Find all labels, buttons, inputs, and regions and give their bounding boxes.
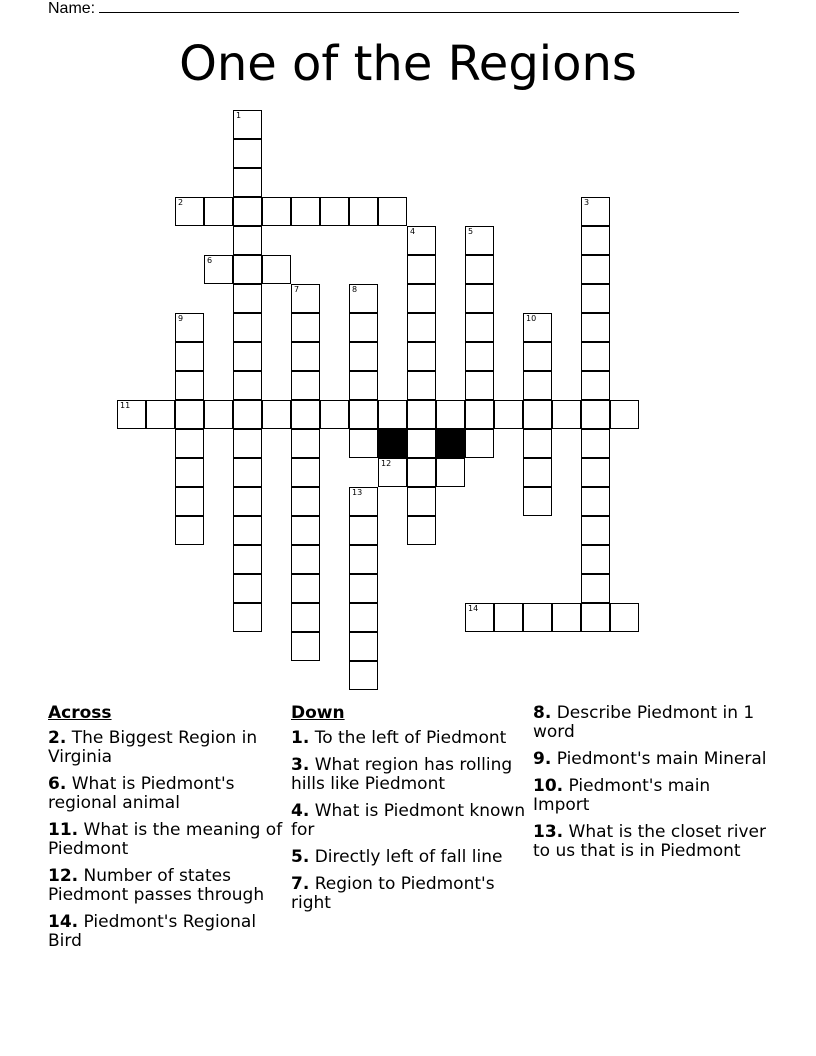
clue-column-1 bbox=[48, 704, 283, 959]
clue-item bbox=[533, 750, 768, 769]
crossword-cell[interactable] bbox=[465, 371, 494, 400]
crossword-cell[interactable] bbox=[233, 487, 262, 516]
crossword-cell[interactable] bbox=[581, 313, 610, 342]
crossword-cell[interactable] bbox=[523, 400, 552, 429]
crossword-cell[interactable] bbox=[523, 603, 552, 632]
crossword-cell[interactable] bbox=[349, 400, 378, 429]
clue-number: 9. bbox=[533, 749, 552, 769]
crossword-cell[interactable] bbox=[523, 429, 552, 458]
crossword-cell[interactable] bbox=[233, 400, 262, 429]
crossword-cell[interactable] bbox=[349, 342, 378, 371]
crossword-cell[interactable] bbox=[581, 284, 610, 313]
crossword-cell[interactable] bbox=[233, 139, 262, 168]
clue-item bbox=[48, 867, 283, 905]
crossword-cell[interactable] bbox=[175, 487, 204, 516]
crossword-cell[interactable] bbox=[465, 342, 494, 371]
crossword-cell[interactable] bbox=[465, 603, 494, 632]
crossword-black-cell bbox=[436, 429, 465, 458]
clue-text: What is Piedmont's regional animal bbox=[48, 774, 235, 813]
crossword-cell[interactable] bbox=[407, 371, 436, 400]
crossword-cell[interactable] bbox=[581, 255, 610, 284]
crossword-cell[interactable] bbox=[581, 197, 610, 226]
clue-number: 2. bbox=[48, 728, 67, 748]
clue-number: 7. bbox=[291, 874, 310, 894]
clue-number-label: 4 bbox=[410, 227, 416, 236]
crossword-cell[interactable] bbox=[204, 400, 233, 429]
crossword-cell[interactable] bbox=[349, 284, 378, 313]
down-heading: Down bbox=[291, 703, 345, 723]
clue-number: 12. bbox=[48, 866, 79, 886]
clue-number: 10. bbox=[533, 776, 564, 796]
page-title: One of the Regions bbox=[179, 36, 637, 92]
crossword-cell[interactable] bbox=[291, 371, 320, 400]
crossword-cell[interactable] bbox=[175, 429, 204, 458]
clue-number: 8. bbox=[533, 703, 552, 723]
crossword-cell[interactable] bbox=[581, 342, 610, 371]
crossword-cell[interactable] bbox=[407, 313, 436, 342]
crossword-cell[interactable] bbox=[320, 400, 349, 429]
crossword-cell[interactable] bbox=[552, 603, 581, 632]
across-heading: Across bbox=[48, 703, 112, 723]
crossword-cell[interactable] bbox=[233, 284, 262, 313]
crossword-cell[interactable] bbox=[262, 400, 291, 429]
clue-item bbox=[291, 848, 526, 867]
clue-number: 5. bbox=[291, 847, 310, 867]
crossword-cell[interactable] bbox=[465, 226, 494, 255]
crossword-cell[interactable] bbox=[291, 197, 320, 226]
crossword-cell[interactable] bbox=[523, 371, 552, 400]
clue-number: 6. bbox=[48, 774, 67, 794]
clue-text: Directly left of fall line bbox=[314, 847, 503, 867]
crossword-cell[interactable] bbox=[465, 284, 494, 313]
crossword-cell[interactable] bbox=[175, 400, 204, 429]
crossword-cell[interactable] bbox=[291, 342, 320, 371]
crossword-cell[interactable] bbox=[465, 429, 494, 458]
crossword-cell[interactable] bbox=[610, 400, 639, 429]
crossword-cell[interactable] bbox=[262, 255, 291, 284]
crossword-cell[interactable] bbox=[581, 574, 610, 603]
crossword-cell[interactable] bbox=[175, 516, 204, 545]
clue-item bbox=[48, 913, 283, 951]
crossword-cell[interactable] bbox=[291, 458, 320, 487]
crossword-cell[interactable] bbox=[233, 574, 262, 603]
crossword-cell[interactable] bbox=[581, 545, 610, 574]
crossword-cell[interactable] bbox=[349, 313, 378, 342]
crossword-black-cell bbox=[378, 429, 407, 458]
clue-number: 13. bbox=[533, 822, 564, 842]
crossword-cell[interactable] bbox=[146, 400, 175, 429]
crossword-cell[interactable] bbox=[349, 197, 378, 226]
clue-column-3 bbox=[533, 704, 768, 869]
crossword-cell[interactable] bbox=[117, 400, 146, 429]
clue-number-label: 8 bbox=[352, 285, 358, 294]
crossword-cell[interactable] bbox=[320, 197, 349, 226]
crossword-cell[interactable] bbox=[233, 168, 262, 197]
crossword-cell[interactable] bbox=[291, 632, 320, 661]
crossword-cell[interactable] bbox=[436, 458, 465, 487]
clue-text: The Biggest Region in Virginia bbox=[48, 728, 258, 767]
crossword-cell[interactable] bbox=[523, 487, 552, 516]
clue-number-label: 14 bbox=[468, 604, 479, 613]
clue-number-label: 11 bbox=[120, 401, 131, 410]
crossword-cell[interactable] bbox=[175, 313, 204, 342]
clue-item bbox=[48, 775, 283, 813]
clue-number: 14. bbox=[48, 912, 79, 932]
crossword-cell[interactable] bbox=[175, 458, 204, 487]
clue-text: Describe Piedmont in 1 word bbox=[533, 703, 755, 742]
crossword-cell[interactable] bbox=[523, 313, 552, 342]
crossword-cell[interactable] bbox=[407, 284, 436, 313]
crossword-cell[interactable] bbox=[494, 400, 523, 429]
clue-item bbox=[291, 802, 526, 840]
crossword-cell[interactable] bbox=[291, 516, 320, 545]
crossword-cell[interactable] bbox=[175, 197, 204, 226]
clue-text: Piedmont's main Mineral bbox=[556, 749, 767, 769]
clue-text: Number of states Piedmont passes through bbox=[48, 866, 265, 905]
crossword-cell[interactable] bbox=[291, 284, 320, 313]
clue-number: 4. bbox=[291, 801, 310, 821]
crossword-cell[interactable] bbox=[233, 313, 262, 342]
clue-item bbox=[291, 729, 526, 748]
clue-item bbox=[291, 875, 526, 913]
clue-number-label: 13 bbox=[352, 488, 363, 497]
crossword-cell[interactable] bbox=[407, 458, 436, 487]
crossword-cell[interactable] bbox=[349, 661, 378, 690]
crossword-cell[interactable] bbox=[291, 400, 320, 429]
clue-item bbox=[533, 704, 768, 742]
crossword-cell[interactable] bbox=[233, 255, 262, 284]
clue-number-label: 10 bbox=[526, 314, 537, 323]
crossword-cell[interactable] bbox=[204, 255, 233, 284]
crossword-cell[interactable] bbox=[581, 226, 610, 255]
crossword-cell[interactable] bbox=[349, 516, 378, 545]
clue-text: Piedmont's Regional Bird bbox=[48, 912, 257, 951]
crossword-cell[interactable] bbox=[349, 487, 378, 516]
clue-item bbox=[48, 821, 283, 859]
clue-number: 11. bbox=[48, 820, 79, 840]
clue-text: What is the closet river to us that is in Piedmont bbox=[533, 822, 766, 861]
crossword-cell[interactable] bbox=[349, 603, 378, 632]
clue-number: 1. bbox=[291, 728, 310, 748]
crossword-cell[interactable] bbox=[233, 516, 262, 545]
clue-number-label: 1 bbox=[236, 111, 242, 120]
clue-item bbox=[291, 756, 526, 794]
crossword-cell[interactable] bbox=[494, 603, 523, 632]
crossword-cell[interactable] bbox=[552, 400, 581, 429]
crossword-cell[interactable] bbox=[175, 342, 204, 371]
crossword-cell[interactable] bbox=[233, 545, 262, 574]
name-label: Name: bbox=[48, 0, 96, 17]
crossword-cell[interactable] bbox=[233, 197, 262, 226]
clue-column-2 bbox=[291, 704, 526, 921]
crossword-cell[interactable] bbox=[407, 429, 436, 458]
crossword-cell[interactable] bbox=[581, 400, 610, 429]
crossword-cell[interactable] bbox=[581, 458, 610, 487]
crossword-cell[interactable] bbox=[407, 226, 436, 255]
crossword-cell[interactable] bbox=[465, 400, 494, 429]
clue-text: Piedmont's main Import bbox=[533, 776, 711, 815]
crossword-cell[interactable] bbox=[233, 342, 262, 371]
crossword-cell[interactable] bbox=[233, 110, 262, 139]
crossword-cell[interactable] bbox=[291, 603, 320, 632]
crossword-cell[interactable] bbox=[291, 429, 320, 458]
crossword-cell[interactable] bbox=[407, 255, 436, 284]
clue-number: 3. bbox=[291, 755, 310, 775]
crossword-cell[interactable] bbox=[610, 603, 639, 632]
clue-number-label: 6 bbox=[207, 256, 213, 265]
clue-item bbox=[533, 777, 768, 815]
crossword-cell[interactable] bbox=[204, 197, 233, 226]
crossword-cell[interactable] bbox=[291, 313, 320, 342]
crossword-cell[interactable] bbox=[349, 632, 378, 661]
crossword-cell[interactable] bbox=[581, 371, 610, 400]
crossword-cell[interactable] bbox=[436, 400, 465, 429]
clue-text: What is Piedmont known for bbox=[291, 801, 526, 840]
crossword-cell[interactable] bbox=[407, 400, 436, 429]
crossword-cell[interactable] bbox=[233, 226, 262, 255]
crossword-cell[interactable] bbox=[407, 516, 436, 545]
clue-text: What is the meaning of Piedmont bbox=[48, 820, 283, 859]
clue-number-label: 12 bbox=[381, 459, 392, 468]
clue-text: To the left of Piedmont bbox=[314, 728, 507, 748]
crossword-cell[interactable] bbox=[407, 342, 436, 371]
crossword-cell[interactable] bbox=[407, 487, 436, 516]
crossword-cell[interactable] bbox=[233, 429, 262, 458]
crossword-cell[interactable] bbox=[581, 429, 610, 458]
crossword-cell[interactable] bbox=[581, 516, 610, 545]
clue-number-label: 7 bbox=[294, 285, 300, 294]
crossword-cell[interactable] bbox=[175, 371, 204, 400]
crossword-cell[interactable] bbox=[233, 371, 262, 400]
clue-item bbox=[533, 823, 768, 861]
crossword-cell[interactable] bbox=[291, 487, 320, 516]
crossword-cell[interactable] bbox=[233, 458, 262, 487]
clue-item bbox=[48, 729, 283, 767]
clue-number-label: 2 bbox=[178, 198, 184, 207]
crossword-cell[interactable] bbox=[523, 458, 552, 487]
crossword-cell[interactable] bbox=[349, 371, 378, 400]
crossword-cell[interactable] bbox=[465, 255, 494, 284]
crossword-cell[interactable] bbox=[291, 574, 320, 603]
crossword-cell[interactable] bbox=[349, 429, 378, 458]
crossword-cell[interactable] bbox=[349, 545, 378, 574]
crossword-cell[interactable] bbox=[291, 545, 320, 574]
clue-text: Region to Piedmont's right bbox=[291, 874, 495, 913]
crossword-cell[interactable] bbox=[349, 574, 378, 603]
crossword-cell[interactable] bbox=[523, 342, 552, 371]
crossword-cell[interactable] bbox=[378, 458, 407, 487]
crossword-cell[interactable] bbox=[233, 603, 262, 632]
crossword-cell[interactable] bbox=[378, 197, 407, 226]
clue-number-label: 5 bbox=[468, 227, 474, 236]
crossword-cell[interactable] bbox=[262, 197, 291, 226]
crossword-cell[interactable] bbox=[465, 313, 494, 342]
crossword-cell[interactable] bbox=[581, 487, 610, 516]
clue-number-label: 9 bbox=[178, 314, 184, 323]
clue-number-label: 3 bbox=[584, 198, 590, 207]
crossword-cell[interactable] bbox=[581, 603, 610, 632]
clue-text: What region has rolling hills like Piedmont bbox=[291, 755, 513, 794]
crossword-cell[interactable] bbox=[378, 400, 407, 429]
